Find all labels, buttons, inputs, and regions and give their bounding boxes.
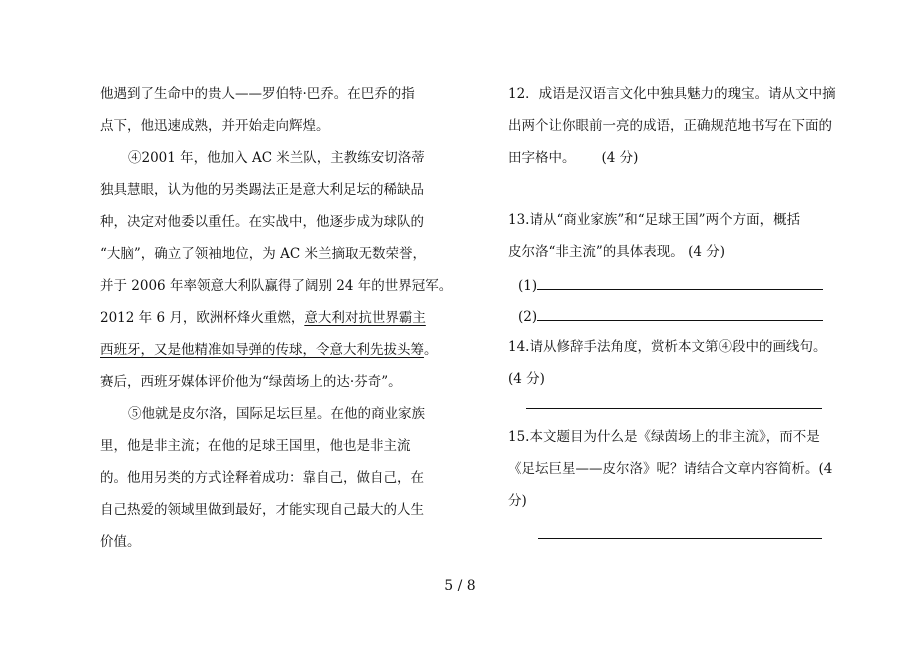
paragraph-5-start: ⑤他就是皮尔洛，国际足坛巨星。在他的商业家族 (128, 406, 425, 422)
page-number: 5 / 8 (444, 578, 476, 594)
question-15: 15.本文题目为什么是《绿茵场上的非主流》，而不是 (508, 429, 820, 445)
answer-line-1[interactable] (518, 275, 823, 295)
answer-line-q15[interactable] (538, 524, 822, 544)
passage-line: 自己热爱的领域里做到最好，才能实现自己最大的人生 (100, 502, 424, 518)
passage-line: 价值。 (100, 534, 141, 550)
passage-line: “大脑”，确立了领袖地位，为 AC 米兰摘取无数荣誉， (100, 246, 426, 262)
underlined-sentence: 意大利对抗世界霸主 (304, 310, 426, 326)
question-text: 田字格中。 (508, 150, 576, 166)
passage-line: 的。他用另类的方式诠释着成功：靠自己，做自己，在 (100, 470, 424, 486)
question-14: 14.请从修辞手法角度，赏析本文第④段中的画线句。 (508, 339, 827, 355)
answer-blank[interactable] (526, 394, 822, 409)
question-12-line (508, 148, 638, 168)
passage-line: 赛后，西班牙媒体评价他为“绿茵场上的达·芬奇”。 (100, 374, 402, 390)
passage-line: 他遇到了生命中的贵人——罗伯特·巴乔。在巴乔的指 (100, 86, 415, 102)
paragraph-4-start: ④2001 年，他加入 AC 米兰队，主教练安切洛蒂 (128, 150, 425, 166)
passage-text: 2012 年 6 月，欧洲杯烽火重燃， (100, 310, 305, 326)
answer-line-q14[interactable] (526, 394, 822, 414)
passage-line (100, 308, 426, 328)
answer-label: (2) (518, 309, 538, 325)
passage-line: 里，他是非主流；在他的足球王国里，他也是非主流 (100, 438, 411, 454)
question-12-line: 出两个让你眼前一亮的成语，正确规范地书写在下面的 (508, 118, 832, 134)
question-12: 12．成语是汉语言文化中独具魅力的瑰宝。请从文中摘 (508, 86, 836, 102)
passage-line: 种，决定对他委以重任。在实战中，他逐步成为球队的 (100, 214, 424, 230)
passage-text: 。 (424, 342, 438, 358)
answer-blank[interactable] (538, 524, 822, 539)
answer-blank[interactable] (537, 306, 823, 321)
answer-blank[interactable] (537, 275, 823, 290)
question-13-line: 皮尔洛“非主流”的具体表现。 (4 分) (508, 244, 726, 260)
underlined-sentence: 西班牙，又是他精准如导弹的传球，令意大利先拔头筹 (100, 342, 424, 358)
answer-label: (1) (518, 278, 538, 294)
question-15-line: 分) (508, 493, 527, 509)
passage-line: 点下，他迅速成熟，并开始走向辉煌。 (100, 118, 330, 134)
answer-line-2[interactable] (518, 306, 823, 326)
score: (4 分) (601, 150, 639, 166)
question-14-line: (4 分) (508, 371, 545, 387)
passage-line: 并于 2006 年率领意大利队赢得了阔别 24 年的世界冠军。 (100, 278, 453, 294)
question-15-line: 《足坛巨星——皮尔洛》呢？请结合文章内容简析。(4 (508, 461, 833, 477)
passage-line (100, 340, 438, 360)
question-13: 13.请从“商业家族”和“足球王国”两个方面，概括 (508, 212, 801, 228)
passage-line: 独具慧眼，认为他的另类踢法正是意大利足坛的稀缺品 (100, 182, 424, 198)
